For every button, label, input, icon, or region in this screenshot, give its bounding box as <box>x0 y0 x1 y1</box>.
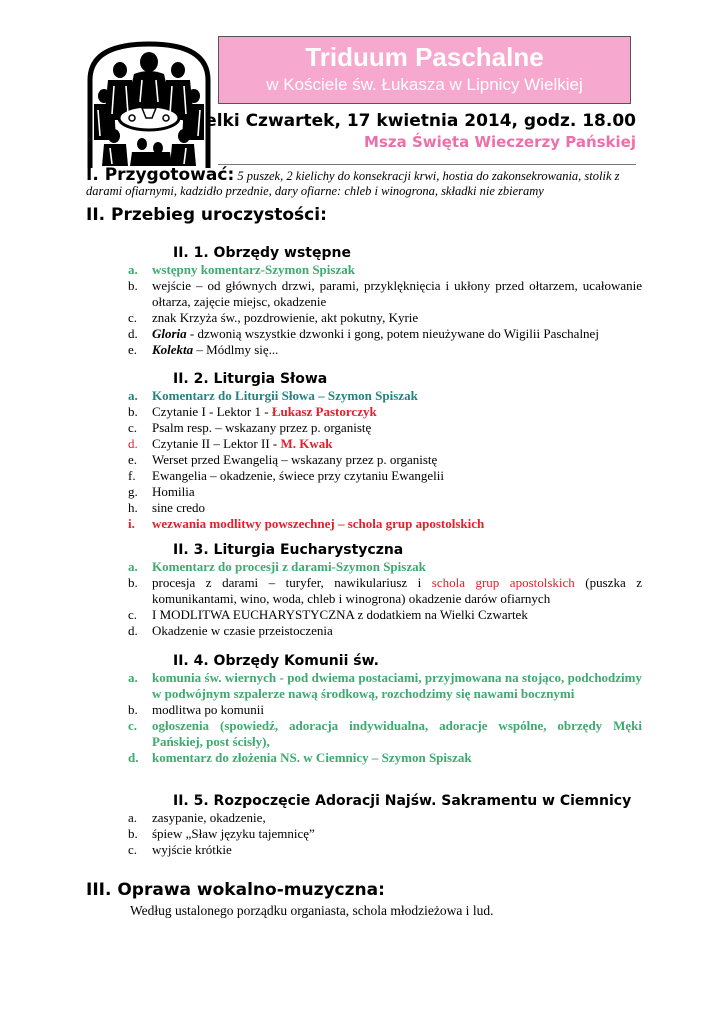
list-item: e. Kolekta – Módlmy się... <box>128 342 279 357</box>
list-item: a. zasypanie, okadzenie, <box>128 810 266 825</box>
list-item: b. wejście – od głównych drzwi, parami, przyklęknięcia i ukłony przed ołtarzem, ucałowanie ołtarza, zajęcie miejsc, okadzenie <box>128 278 642 309</box>
section-colon: : <box>227 165 235 185</box>
list-item: b. procesja z darami – turyfer, nawikulariusz i schola grup apostolskich (puszka z komunikantami, wino, woda, chleb i winogrona) okadzenie darów ofiarnych <box>128 575 642 606</box>
list-item: f. Ewangelia – okadzenie, świece przy czytaniu Ewangelii <box>128 468 445 483</box>
list-item: c. ogłoszenia (spowiedź, adoracja indywidualna, adoracje wspólne, obrzędy Męki Pańskiej, post ścisły), <box>128 718 642 749</box>
section-text: Według ustalonego porządku organiasta, schola młodzieżowa i lud. <box>130 903 494 918</box>
section-heading: I. Przygotować <box>86 165 228 185</box>
divider <box>218 164 636 165</box>
section-heading: II. Przebieg uroczystości: <box>86 205 327 225</box>
subsection-title: II. 2. Liturgia Słowa <box>173 371 328 387</box>
list-item: b. modlitwa po komunii <box>128 702 264 717</box>
list-item: e. Werset przed Ewangelią – wskazany przez p. organistę <box>128 452 438 467</box>
list-item: g. Homilia <box>128 484 195 499</box>
list-item: a. Komentarz do procesji z darami-Szymon Spiszak <box>128 559 426 574</box>
subsection-title: II. 3. Liturgia Eucharystyczna <box>173 542 404 558</box>
list-item: a. Komentarz do Liturgii Słowa – Szymon Spiszak <box>128 388 418 403</box>
list-item: d. Czytanie II – Lektor II - M. Kwak <box>128 436 333 451</box>
list-item: d. komentarz do złożenia NS. w Ciemnicy – Szymon Spiszak <box>128 750 472 765</box>
section-heading: III. Oprawa wokalno-muzyczna: <box>86 880 385 900</box>
title-banner <box>218 36 631 104</box>
list-item: c. Psalm resp. – wskazany przez p. organistę <box>128 420 372 435</box>
event-date: Wielki Czwartek, 17 kwietnia 2014, godz. 18.00 <box>180 111 636 131</box>
list-item: c. wyjście krótkie <box>128 842 232 857</box>
list <box>128 670 642 766</box>
list-item: b. Czytanie I - Lektor 1 - Łukasz Pastorczyk <box>128 404 377 419</box>
mass-title: Msza Święta Wieczerzy Pańskiej <box>364 133 636 151</box>
list <box>128 262 642 358</box>
list-item: b. śpiew „Sław języku tajemnicę” <box>128 826 315 841</box>
page-subtitle: w Kościele św. Łukasza w Lipnicy Wielkiej <box>266 75 583 94</box>
subsection-title: II. 5. Rozpoczęcie Adoracji Najśw. Sakramentu w Ciemnicy <box>173 793 632 809</box>
subsection-title: II. 4. Obrzędy Komunii św. <box>173 653 379 669</box>
section-preparation <box>86 165 642 199</box>
list-item: a. wstępny komentarz-Szymon Spiszak <box>128 262 355 277</box>
list <box>128 810 642 858</box>
list-item: h. sine credo <box>128 500 206 515</box>
subsection-title: II. 1. Obrzędy wstępne <box>173 245 351 261</box>
list-item: c. znak Krzyża św., pozdrowienie, akt pokutny, Kyrie <box>128 310 419 325</box>
preparation-text: 5 puszek, 2 kielichy do konsekracji krwi, hostia do zakonsekrowania, stolik z darami ofiarnymi, kadzidło przednie, dary ofiarne: chleb i winogrona, składki nie zbieramy <box>86 169 620 198</box>
last-supper-illustration <box>82 40 216 170</box>
list-item: a. komunia św. wiernych - pod dwiema postaciami, przyjmowana na stojąco, podchodzimy w podwójnym szpalerze nawą środkową, rozchodzimy się nawami bocznymi <box>128 670 642 701</box>
list-item: i. wezwania modlitwy powszechnej – schola grup apostolskich <box>128 516 485 531</box>
list-item: d. Gloria - dzwonią wszystkie dzwonki i gong, potem nieużywane do Wigilii Paschalnej <box>128 326 599 341</box>
page-title: Triduum Paschalne <box>305 42 544 72</box>
list <box>128 388 642 532</box>
list-item: c. I MODLITWA EUCHARYSTYCZNA z dodatkiem na Wielki Czwartek <box>128 607 528 622</box>
list <box>128 559 642 639</box>
list-item: d. Okadzenie w czasie przeistoczenia <box>128 623 333 638</box>
